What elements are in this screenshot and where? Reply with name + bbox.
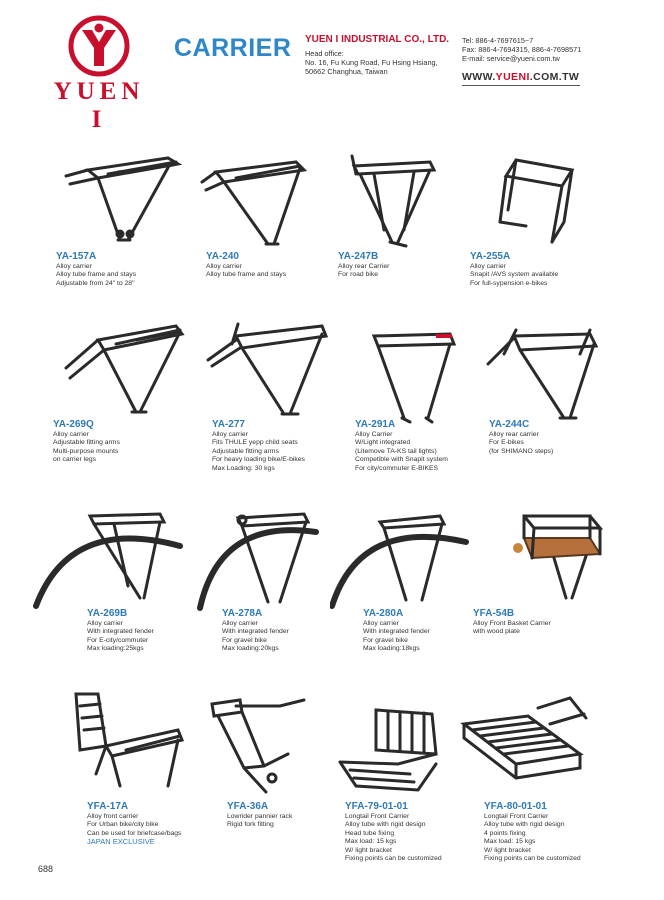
- product-yfa-79-01-01: [345, 801, 442, 863]
- product-code: YA-269Q: [53, 419, 94, 430]
- section-title: CARRIER: [174, 34, 292, 62]
- website-underline: [462, 85, 580, 86]
- product-ya-244c: [489, 419, 553, 456]
- product-desc-line: Multi-purpose mounts: [53, 447, 119, 455]
- rear-carrier-image: [366, 328, 462, 428]
- rear-carrier-image: [196, 152, 312, 252]
- product-desc-line: Adjustable from 24" to 28": [56, 279, 135, 287]
- website-link[interactable]: [462, 71, 579, 83]
- address-line: Head office:: [305, 49, 344, 58]
- product-desc-line: (Litemove TA-KS tail lights): [355, 447, 437, 455]
- product-desc-line: For Urban bike/city bike: [87, 821, 159, 829]
- product-desc-line: Adjustable fitting arms: [53, 439, 120, 447]
- product-desc-line: Alloy rear Carrier: [338, 263, 390, 270]
- product-yfa-17a: [87, 801, 181, 847]
- product-desc-line: Alloy carrier: [206, 263, 242, 270]
- product-desc-line: Competible with Snapit system: [355, 456, 448, 464]
- product-desc-line: Fixing points can be customized: [345, 855, 442, 863]
- product-ya-277: [212, 419, 305, 473]
- product-desc-line: Alloy Front Basket Carrier: [473, 620, 551, 627]
- product-yfa-54b: [473, 608, 551, 637]
- product-desc-line: For city/commuter E-BIKES: [355, 464, 439, 472]
- fender-carrier-image: [30, 506, 190, 610]
- product-yfa-80-01-01: [484, 801, 581, 863]
- product-desc-line: Alloy tube frame and stays: [56, 271, 137, 279]
- product-desc-line: Head tube fixing: [345, 829, 395, 837]
- product-desc-line: Lowrider pannier rack: [227, 813, 293, 820]
- product-desc-line: Alloy carrier: [53, 431, 89, 438]
- japan-exclusive-label: JAPAN EXCLUSIVE: [87, 837, 155, 847]
- product-desc-line: For heavy loading bike/E-bikes: [212, 456, 305, 464]
- product-desc-line: Alloy tube with rigid design: [484, 821, 565, 829]
- product-desc-line: Max loading:20kgs: [222, 645, 279, 653]
- rear-carrier-image: [202, 320, 328, 424]
- product-ya-269q: [53, 419, 120, 465]
- product-desc-line: Max Loading: 30 kgs: [212, 464, 275, 472]
- product-desc-line: For full-sypension e-bikes: [470, 279, 548, 287]
- product-desc-line: Alloy carrier: [470, 263, 506, 270]
- product-code: YA-291A: [355, 419, 396, 430]
- product-desc-line: Alloy carrier: [363, 620, 399, 627]
- product-desc-line: Adjustable fitting arms: [212, 447, 279, 455]
- product-desc-line: For road bike: [338, 271, 379, 279]
- product-desc-line: Alloy carrier: [87, 620, 123, 627]
- product-desc-line: Max load: 15 kgs: [484, 838, 536, 846]
- product-desc-line: For gravel bike: [363, 636, 408, 644]
- product-desc-line: For E-city/commuter: [87, 636, 149, 644]
- company-name: YUEN I INDUSTRIAL CO., LTD.: [305, 34, 450, 45]
- product-ya-247b: [338, 251, 389, 280]
- product-code: YFA-80-01-01: [484, 801, 547, 812]
- product-desc-line: Alloy Carrier: [355, 431, 393, 438]
- product-desc-line: (for SHIMANO steps): [489, 447, 554, 455]
- rear-carrier-image: [486, 150, 586, 254]
- rear-carrier-image: [480, 324, 600, 428]
- address-line: 50662 Changhua, Taiwan: [305, 67, 388, 76]
- product-ya-269b: [87, 608, 154, 654]
- product-code: YA-278A: [222, 608, 263, 619]
- product-ya-278a: [222, 608, 289, 654]
- contact-email[interactable]: E-mail: service@yueni.com.tw: [462, 54, 560, 63]
- product-desc-line: Alloy tube with rigid design: [345, 821, 426, 829]
- contact-fax: Fax: 886-4-7694315, 886-4-7698571: [462, 45, 582, 54]
- product-desc-line: W/Light integrated: [355, 439, 411, 447]
- product-desc-line: Alloy carrier: [212, 431, 248, 438]
- front-carrier-image: [66, 690, 186, 794]
- page-number: 688: [38, 864, 54, 874]
- product-desc-line: Longtail Front Carrier: [484, 813, 549, 820]
- product-code: YA-277: [212, 419, 245, 430]
- fender-carrier-image: [196, 508, 320, 612]
- product-ya-157a: [56, 251, 136, 288]
- rear-carrier-image: [58, 150, 188, 250]
- rear-carrier-image: [56, 320, 186, 420]
- product-code: YA-255A: [470, 251, 511, 262]
- front-carrier-image: [336, 704, 444, 798]
- product-desc-line: With integrated fender: [363, 628, 430, 636]
- front-carrier-image: [206, 696, 310, 796]
- product-desc-line: Alloy carrier: [56, 263, 92, 270]
- product-desc-line: Max loading:25kgs: [87, 645, 144, 653]
- product-ya-255a: [470, 251, 558, 288]
- website-prefix: WWW.: [462, 71, 496, 83]
- product-desc-line: Alloy rear carrier: [489, 431, 539, 438]
- product-desc-line: Alloy carrier: [222, 620, 258, 627]
- fender-carrier-image: [330, 512, 470, 610]
- front-carrier-image: [454, 694, 590, 794]
- product-desc-line: Alloy tube frame and stays: [206, 271, 287, 279]
- product-desc-line: Longtail Front Carrier: [345, 813, 410, 820]
- product-code: YFA-54B: [473, 608, 515, 619]
- product-desc-line: For gravel bike: [222, 636, 267, 644]
- product-desc-line: Fixing points can be customized: [484, 855, 581, 863]
- product-code: YA-247B: [338, 251, 379, 262]
- product-desc-line: With integrated fender: [222, 628, 289, 636]
- product-desc-line: Fits THULE yepp child seats: [212, 439, 298, 447]
- product-desc-line: Max load: 15 kgs: [345, 838, 397, 846]
- brand-wordmark: YUEN I: [53, 78, 145, 133]
- product-desc-line: 4 points fixing: [484, 829, 526, 837]
- product-ya-280a: [363, 608, 430, 654]
- product-desc-line: Can be used for briefcase/bags: [87, 829, 182, 837]
- product-desc-line: For E-bikes: [489, 439, 524, 447]
- website-suffix: .COM.TW: [529, 71, 580, 83]
- product-desc-line: on carrier legs: [53, 456, 97, 464]
- product-code: YA-157A: [56, 251, 97, 262]
- product-code: YA-269B: [87, 608, 128, 619]
- product-desc-line: W/ light bracket: [484, 846, 531, 854]
- product-desc-line: Alloy front carrier: [87, 813, 139, 820]
- product-desc-line: With integrated fender: [87, 628, 154, 636]
- product-code: YFA-17A: [87, 801, 129, 812]
- product-code: YA-240: [206, 251, 239, 262]
- product-ya-291a: [355, 419, 448, 473]
- rear-carrier-image: [334, 150, 444, 254]
- product-code: YA-244C: [489, 419, 530, 430]
- product-code: YFA-36A: [227, 801, 269, 812]
- product-yfa-36a: [227, 801, 292, 830]
- address-line: No. 16, Fu Kung Road, Fu Hsing Hsiang,: [305, 58, 438, 67]
- product-desc-line: Rigid fork fitting: [227, 821, 274, 829]
- website-brand: YUENI: [495, 71, 530, 83]
- product-ya-240: [206, 251, 286, 280]
- product-desc-line: Max loading:18kgs: [363, 645, 420, 653]
- product-desc-line: Snapit /AVS system available: [470, 271, 559, 279]
- contact-tel: Tel: 886-4-7697615~7: [462, 36, 534, 45]
- product-code: YA-280A: [363, 608, 404, 619]
- product-desc-line: W/ light bracket: [345, 846, 392, 854]
- product-desc-line: with wood plate: [473, 628, 520, 636]
- basket-carrier-image: [510, 508, 604, 604]
- product-code: YFA-79-01-01: [345, 801, 408, 812]
